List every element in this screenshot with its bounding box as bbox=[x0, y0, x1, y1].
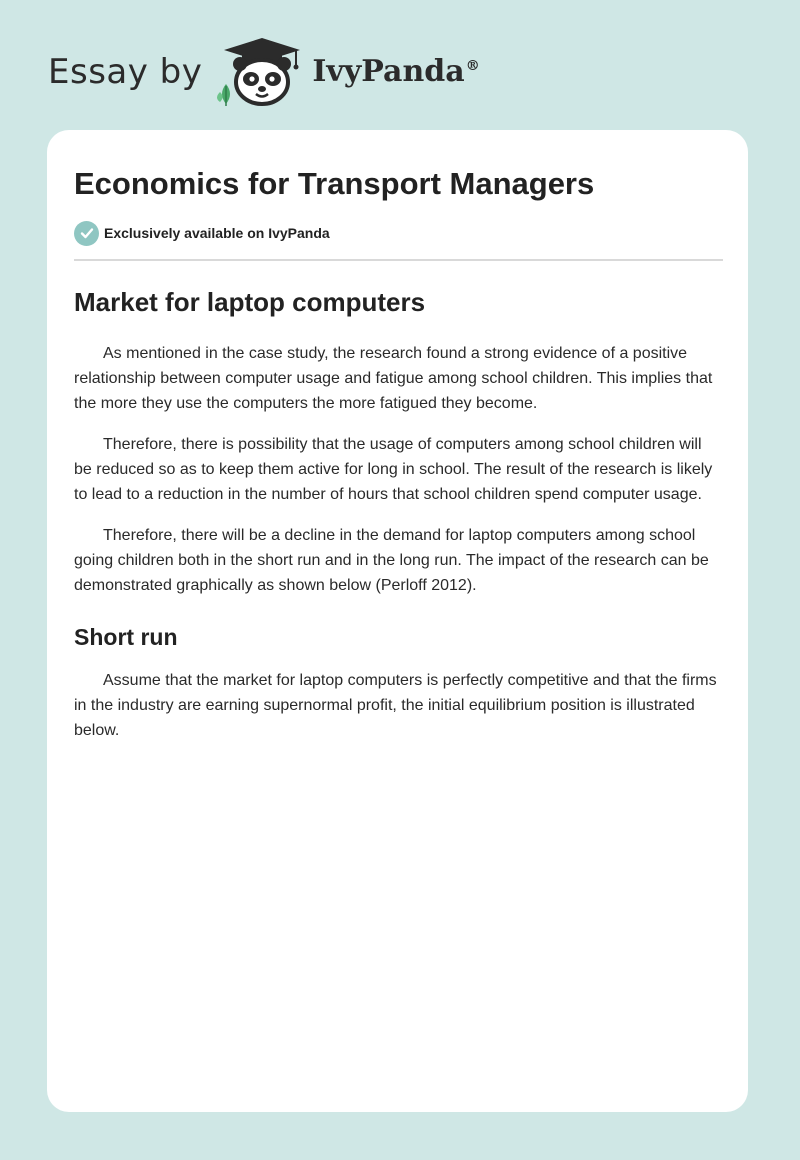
article-card bbox=[47, 130, 748, 1112]
article-content bbox=[74, 166, 723, 743]
section-title: Market for laptop computers bbox=[74, 287, 426, 317]
brand-header[interactable] bbox=[48, 36, 480, 108]
brand-prefix: Essay by bbox=[48, 52, 203, 92]
paragraph: As mentioned in the case study, the research found a strong evidence of a positive relationship between computer usage and fatigue among school children. This implies that the more they use the computers the more fatigued they become. bbox=[74, 345, 713, 412]
paragraph: Therefore, there will be a decline in the demand for laptop computers among school going children both in the short run and in the long run. The impact of the research can be demonstrated graphically as shown below (Perloff 2012). bbox=[74, 527, 709, 594]
subsection-title: Short run bbox=[74, 624, 178, 650]
panda-graduate-icon bbox=[216, 36, 308, 108]
paragraph: Assume that the market for laptop computers is perfectly competitive and that the firms in the industry are earning supernormal profit, the initial equilibrium position is illustrated below. bbox=[74, 672, 717, 739]
article-title: Economics for Transport Managers bbox=[74, 166, 595, 201]
exclusive-badge bbox=[74, 220, 723, 246]
checkmark-icon bbox=[74, 221, 99, 246]
badge-text: Exclusively available on IvyPanda bbox=[104, 225, 330, 241]
registered-mark: ® bbox=[465, 58, 480, 74]
paragraph: Therefore, there is possibility that the usage of computers among school children will be reduced so as to keep them active for long in school. The result of the research is likely to lead to a reduction in the number of hours that school children spend computer usage. bbox=[74, 436, 713, 503]
divider bbox=[74, 259, 723, 261]
brand-name: IvyPanda® bbox=[312, 54, 480, 89]
